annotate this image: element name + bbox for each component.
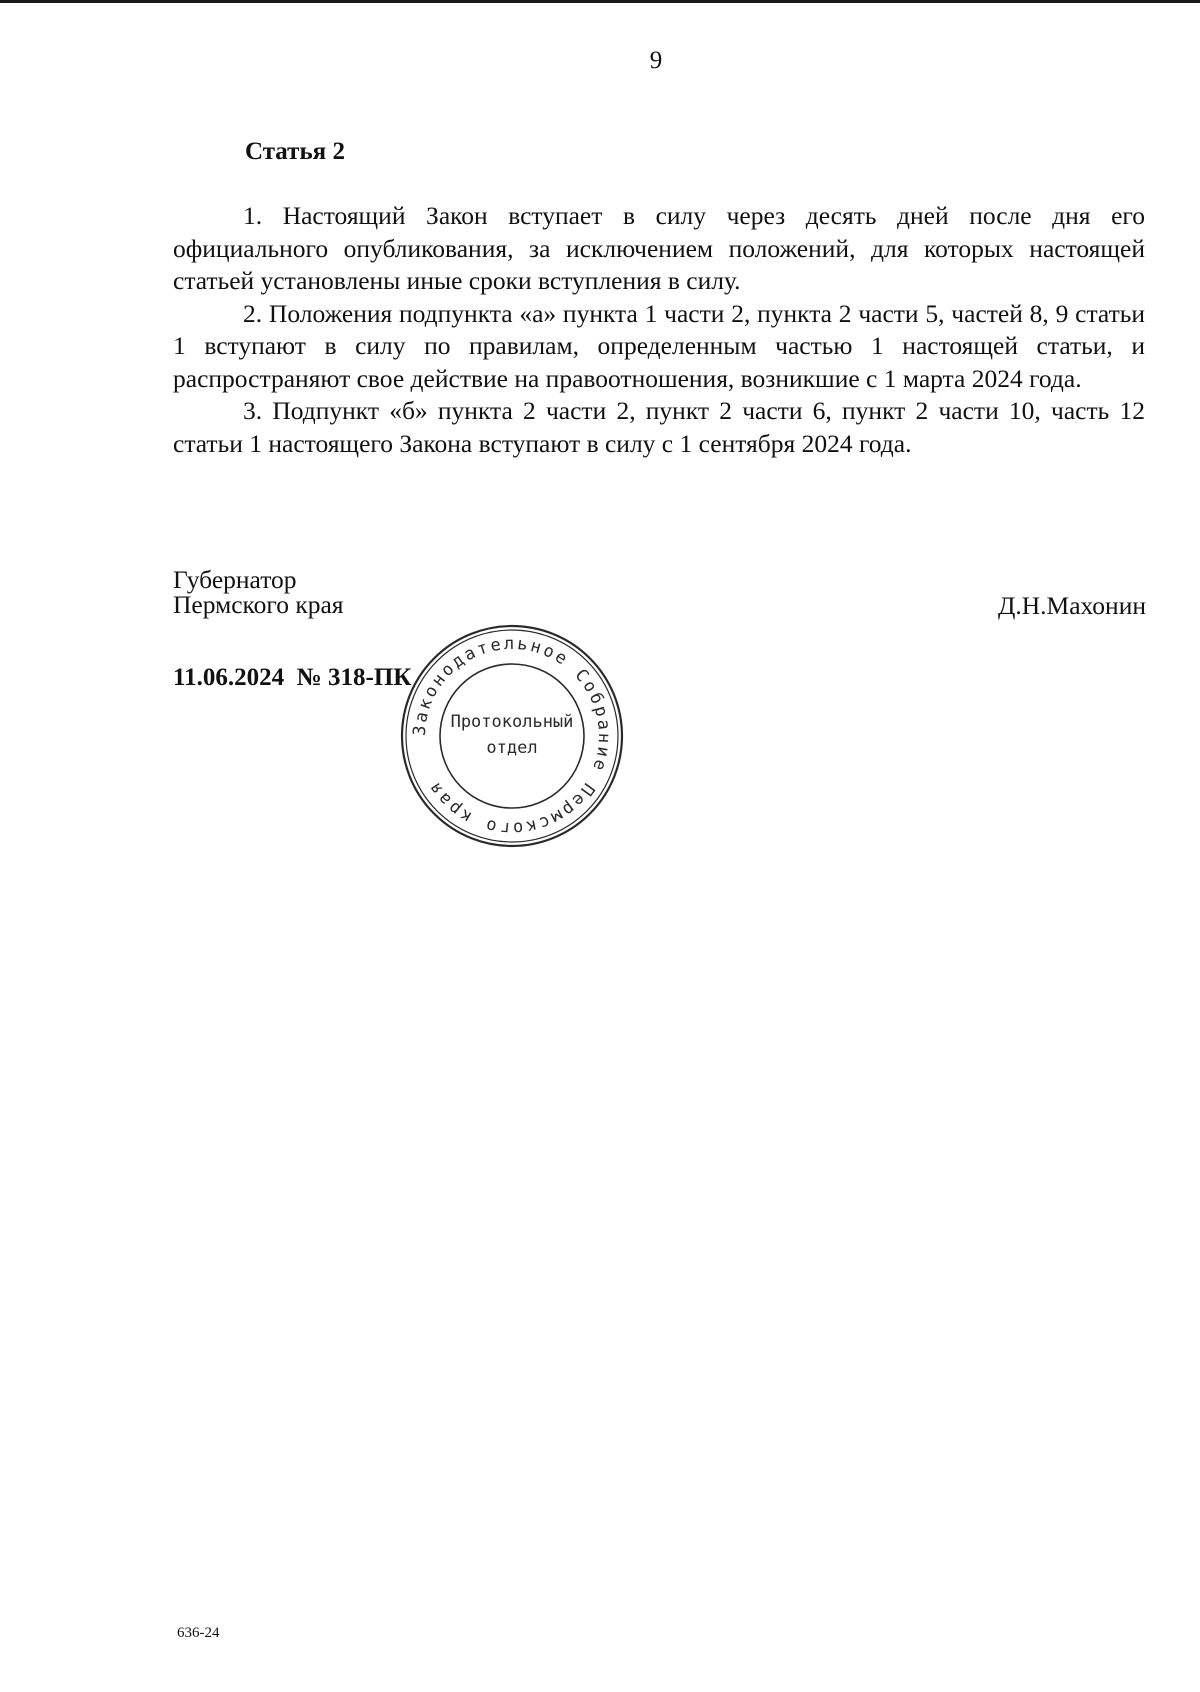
paragraph-1: 1. Настоящий Закон вступает в силу через десять дней после дня его официального опубликования, за исключением положений, для которых настоящей статьей установлены иные сроки вступления в силу. [173, 201, 1145, 295]
stamp-ring-text: Законодательное Собрание Пермского края [409, 633, 615, 839]
stamp-seal-icon [399, 623, 625, 849]
scan-top-edge [0, 0, 1200, 3]
stamp-center-line-1: Протокольный [450, 712, 574, 732]
law-date-number: 11.06.2024 № 318-ПК [173, 664, 412, 691]
article-heading: Статья 2 [245, 138, 345, 165]
article-body [173, 200, 1145, 460]
stamp-center-line-2: отдел [486, 738, 538, 758]
signatory-title-line-2: Пермского края [173, 590, 344, 619]
official-stamp [399, 623, 625, 849]
signatory-title-line-1: Губернатор [173, 565, 297, 594]
document-code: 636-24 [177, 1625, 220, 1641]
paragraph-2: 2. Положения подпункта «а» пункта 1 части 2, пункта 2 части 5, частей 8, 9 статьи 1 вступают в силу по правилам, определенным частью 1 настоящей статьи, и распространяют свое действие на правоотношения, возникшие с 1 марта 2024 года. [173, 298, 1145, 393]
signatory-name: Д.Н.Махонин [997, 591, 1146, 620]
signatory-title [173, 567, 344, 617]
page-number: 9 [649, 47, 663, 74]
paragraph-3: 3. Подпункт «б» пункта 2 части 2, пункт 2 части 6, пункт 2 части 10, часть 12 статьи 1 настоящего Закона вступают в силу с 1 сентября 2024 года. [173, 396, 1145, 458]
